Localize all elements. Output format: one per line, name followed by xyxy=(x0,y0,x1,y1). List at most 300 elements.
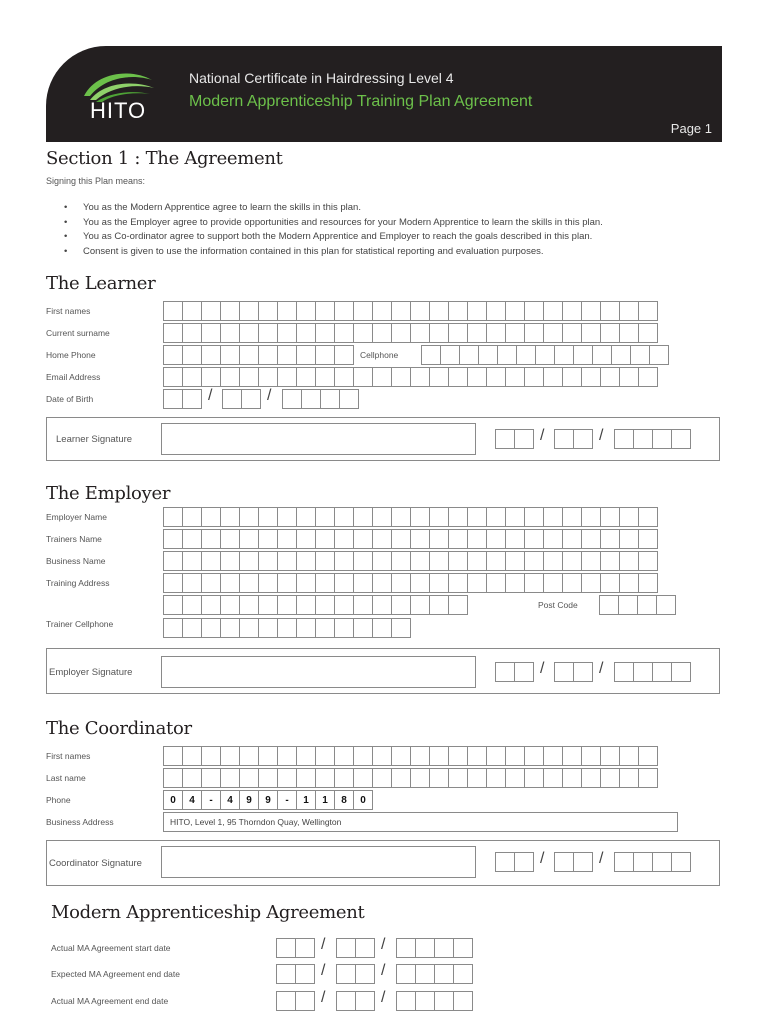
employer-sign-date-year[interactable] xyxy=(614,662,690,682)
char-box xyxy=(182,746,202,766)
char-box xyxy=(334,301,354,321)
ma-start-day[interactable] xyxy=(276,938,314,958)
char-box xyxy=(524,551,544,571)
char-box xyxy=(505,551,525,571)
char-box xyxy=(391,595,411,615)
coordinator-sign-date-year[interactable] xyxy=(614,852,690,872)
char-box xyxy=(434,938,454,958)
ma-expected-end-label: Expected MA Agreement end date xyxy=(51,969,181,979)
char-box xyxy=(276,938,296,958)
learner-signature-label: Learner Signature xyxy=(56,434,133,445)
char-box xyxy=(554,345,574,365)
date-separator: / xyxy=(599,660,604,677)
char-box xyxy=(429,573,449,593)
char-box xyxy=(315,301,335,321)
char-box xyxy=(495,662,515,682)
ma-expected-end-month[interactable] xyxy=(336,964,374,984)
char-box: 4 xyxy=(182,790,202,810)
char-box xyxy=(524,746,544,766)
page-header xyxy=(46,46,722,142)
char-box xyxy=(505,367,525,387)
char-box xyxy=(638,768,658,788)
char-box xyxy=(220,345,240,365)
learner-dob-day[interactable] xyxy=(163,389,201,409)
char-box xyxy=(618,595,638,615)
char-box xyxy=(182,367,202,387)
coordinator-signature-box[interactable] xyxy=(161,846,476,878)
char-box xyxy=(581,507,601,527)
employer-post-code-label: Post Code xyxy=(538,600,578,610)
ma-agreement-title: Modern Apprenticeship Agreement xyxy=(51,902,365,923)
learner-surname-field[interactable] xyxy=(163,323,657,343)
ma-start-year[interactable] xyxy=(396,938,472,958)
char-box xyxy=(239,595,259,615)
char-box xyxy=(296,345,316,365)
char-box xyxy=(334,367,354,387)
char-box xyxy=(562,551,582,571)
char-box xyxy=(391,573,411,593)
char-box xyxy=(163,389,183,409)
char-box xyxy=(372,367,392,387)
char-box xyxy=(182,618,202,638)
char-box xyxy=(334,323,354,343)
char-box xyxy=(258,323,278,343)
char-box xyxy=(429,367,449,387)
char-box xyxy=(429,301,449,321)
char-box xyxy=(429,323,449,343)
char-box xyxy=(296,507,316,527)
employer-signature-label: Employer Signature xyxy=(49,667,133,678)
employer-trainers-label: Trainers Name xyxy=(46,534,102,544)
ma-start-month[interactable] xyxy=(336,938,374,958)
char-box xyxy=(429,551,449,571)
char-box xyxy=(543,746,563,766)
learner-dob-year[interactable] xyxy=(282,389,358,409)
bullet-item: • You as Co-ordinator agree to support both the Modern Apprentice and Employer to reach the goals described in this plan. xyxy=(64,230,603,245)
date-separator: / xyxy=(540,660,545,677)
char-box xyxy=(182,595,202,615)
char-box xyxy=(524,573,544,593)
char-box xyxy=(562,323,582,343)
char-box xyxy=(497,345,517,365)
char-box xyxy=(633,662,653,682)
char-box xyxy=(258,573,278,593)
char-box xyxy=(410,746,430,766)
char-box xyxy=(562,507,582,527)
char-box xyxy=(486,746,506,766)
char-box xyxy=(355,991,375,1011)
ma-expected-end-year[interactable] xyxy=(396,964,472,984)
char-box xyxy=(459,345,479,365)
char-box xyxy=(467,323,487,343)
char-box xyxy=(372,529,392,549)
employer-cellphone-field[interactable] xyxy=(163,618,410,638)
char-box xyxy=(619,768,639,788)
section1-intro: Signing this Plan means: xyxy=(46,176,146,186)
char-box xyxy=(163,573,183,593)
date-separator: / xyxy=(540,427,545,444)
char-box xyxy=(448,323,468,343)
char-box xyxy=(353,367,373,387)
char-box xyxy=(619,323,639,343)
employer-training-address-field[interactable] xyxy=(163,573,657,593)
char-box xyxy=(201,507,221,527)
char-box xyxy=(334,573,354,593)
char-box xyxy=(201,301,221,321)
char-box xyxy=(239,618,259,638)
char-box xyxy=(220,323,240,343)
char-box xyxy=(182,301,202,321)
char-box xyxy=(600,529,620,549)
learner-cellphone-field[interactable] xyxy=(421,345,668,365)
char-box xyxy=(258,301,278,321)
char-box xyxy=(415,964,435,984)
char-box xyxy=(467,746,487,766)
char-box xyxy=(353,507,373,527)
employer-signature-box[interactable] xyxy=(161,656,476,688)
header-plan-title: Modern Apprenticeship Training Plan Agreement xyxy=(189,93,533,110)
char-box xyxy=(241,389,261,409)
char-box xyxy=(372,746,392,766)
char-box xyxy=(600,746,620,766)
char-box xyxy=(201,768,221,788)
char-box xyxy=(562,768,582,788)
char-box xyxy=(315,367,335,387)
char-box xyxy=(296,768,316,788)
char-box xyxy=(163,595,183,615)
char-box xyxy=(467,768,487,788)
char-box xyxy=(554,662,574,682)
char-box xyxy=(638,529,658,549)
char-box xyxy=(355,964,375,984)
char-box xyxy=(239,367,259,387)
char-box xyxy=(372,507,392,527)
char-box xyxy=(599,595,619,615)
char-box xyxy=(353,768,373,788)
char-box xyxy=(630,345,650,365)
employer-post-code-field[interactable] xyxy=(599,595,675,615)
page-number: Page 1 xyxy=(670,121,712,136)
coordinator-business-address-field[interactable]: HITO, Level 1, 95 Thorndon Quay, Wellington xyxy=(163,812,678,832)
learner-dob-month[interactable] xyxy=(222,389,260,409)
char-box xyxy=(391,768,411,788)
char-box xyxy=(201,367,221,387)
char-box xyxy=(258,746,278,766)
char-box xyxy=(295,991,315,1011)
char-box xyxy=(486,573,506,593)
char-box xyxy=(353,529,373,549)
learner-first-names-field[interactable] xyxy=(163,301,657,321)
char-box xyxy=(277,551,297,571)
char-box xyxy=(353,618,373,638)
char-box xyxy=(201,595,221,615)
char-box xyxy=(277,573,297,593)
char-box xyxy=(220,507,240,527)
char-box xyxy=(429,746,449,766)
char-box xyxy=(652,429,672,449)
char-box xyxy=(429,507,449,527)
char-box xyxy=(440,345,460,365)
char-box xyxy=(396,991,416,1011)
char-box xyxy=(336,964,356,984)
employer-sign-date-day[interactable] xyxy=(495,662,533,682)
char-box xyxy=(163,345,183,365)
char-box xyxy=(258,345,278,365)
char-box xyxy=(535,345,555,365)
char-box xyxy=(296,618,316,638)
coordinator-sign-date-month[interactable] xyxy=(554,852,592,872)
char-box xyxy=(486,551,506,571)
char-box xyxy=(671,852,691,872)
char-box xyxy=(239,323,259,343)
date-separator: / xyxy=(599,427,604,444)
char-box xyxy=(334,507,354,527)
char-box xyxy=(334,345,354,365)
char-box xyxy=(353,323,373,343)
char-box xyxy=(671,662,691,682)
char-box xyxy=(486,768,506,788)
ma-actual-end-label: Actual MA Agreement end date xyxy=(51,996,169,1006)
char-box xyxy=(434,964,454,984)
char-box xyxy=(353,301,373,321)
coordinator-sign-date-day[interactable] xyxy=(495,852,533,872)
learner-signature-box[interactable] xyxy=(161,423,476,455)
char-box xyxy=(638,301,658,321)
char-box xyxy=(638,551,658,571)
char-box xyxy=(453,991,473,1011)
char-box xyxy=(372,768,392,788)
bullet-item: • You as the Modern Apprentice agree to learn the skills in this plan. xyxy=(64,201,603,216)
char-box xyxy=(543,529,563,549)
char-box xyxy=(277,768,297,788)
char-box xyxy=(516,345,536,365)
char-box xyxy=(467,551,487,571)
char-box xyxy=(429,529,449,549)
char-box xyxy=(638,507,658,527)
char-box xyxy=(581,301,601,321)
char-box xyxy=(600,323,620,343)
learner-home-phone-field[interactable] xyxy=(163,345,353,365)
char-box xyxy=(391,301,411,321)
employer-training-address-field-2[interactable] xyxy=(163,595,467,615)
learner-title: The Learner xyxy=(46,273,156,294)
coordinator-last-name-field[interactable] xyxy=(163,768,657,788)
char-box xyxy=(543,301,563,321)
char-box xyxy=(258,529,278,549)
char-box xyxy=(581,551,601,571)
char-box xyxy=(282,389,302,409)
char-box xyxy=(182,529,202,549)
learner-home-phone-label: Home Phone xyxy=(46,350,96,360)
char-box xyxy=(467,367,487,387)
char-box xyxy=(315,595,335,615)
employer-sign-date-month[interactable] xyxy=(554,662,592,682)
char-box xyxy=(478,345,498,365)
char-box xyxy=(434,991,454,1011)
char-box xyxy=(619,746,639,766)
char-box xyxy=(562,573,582,593)
char-box xyxy=(467,507,487,527)
date-separator: / xyxy=(381,936,386,953)
char-box xyxy=(581,367,601,387)
char-box xyxy=(619,507,639,527)
char-box xyxy=(258,595,278,615)
employer-name-field[interactable] xyxy=(163,507,657,527)
char-box xyxy=(163,323,183,343)
ma-actual-end-day[interactable] xyxy=(276,991,314,1011)
char-box xyxy=(163,507,183,527)
char-box xyxy=(562,367,582,387)
section1-title: Section 1 : The Agreement xyxy=(46,148,283,169)
char-box xyxy=(220,301,240,321)
coordinator-business-address-label: Business Address xyxy=(46,817,114,827)
employer-trainers-field[interactable] xyxy=(163,529,657,549)
char-box xyxy=(296,595,316,615)
char-box xyxy=(258,551,278,571)
char-box xyxy=(239,529,259,549)
char-box: 9 xyxy=(239,790,259,810)
char-box xyxy=(415,991,435,1011)
char-box xyxy=(467,301,487,321)
char-box xyxy=(524,323,544,343)
char-box xyxy=(296,301,316,321)
char-box xyxy=(448,768,468,788)
char-box xyxy=(372,595,392,615)
char-box xyxy=(486,323,506,343)
char-box xyxy=(562,529,582,549)
char-box xyxy=(296,529,316,549)
char-box xyxy=(524,367,544,387)
date-separator: / xyxy=(267,387,272,404)
char-box xyxy=(543,768,563,788)
char-box xyxy=(573,345,593,365)
employer-cellphone-label: Trainer Cellphone xyxy=(46,619,114,629)
hito-logo-text: HITO xyxy=(90,98,147,123)
char-box xyxy=(182,345,202,365)
char-box xyxy=(486,367,506,387)
char-box xyxy=(592,345,612,365)
char-box xyxy=(467,529,487,549)
char-box xyxy=(277,529,297,549)
char-box xyxy=(182,573,202,593)
char-box xyxy=(239,551,259,571)
char-box xyxy=(296,573,316,593)
char-box xyxy=(396,938,416,958)
learner-sign-date-day[interactable] xyxy=(495,429,533,449)
char-box xyxy=(201,529,221,549)
learner-sign-date-year[interactable] xyxy=(614,429,690,449)
ma-actual-end-month[interactable] xyxy=(336,991,374,1011)
char-box xyxy=(163,367,183,387)
char-box xyxy=(163,529,183,549)
char-box xyxy=(182,768,202,788)
char-box xyxy=(495,852,515,872)
coordinator-phone-field[interactable] xyxy=(163,790,372,810)
char-box xyxy=(543,367,563,387)
char-box xyxy=(239,507,259,527)
char-box xyxy=(182,551,202,571)
char-box xyxy=(600,301,620,321)
char-box: 1 xyxy=(315,790,335,810)
char-box xyxy=(554,429,574,449)
learner-email-label: Email Address xyxy=(46,372,101,382)
coordinator-first-names-field[interactable] xyxy=(163,746,657,766)
char-box xyxy=(652,662,672,682)
char-box xyxy=(201,573,221,593)
char-box xyxy=(581,323,601,343)
char-box xyxy=(410,768,430,788)
char-box xyxy=(372,301,392,321)
char-box xyxy=(182,323,202,343)
char-box xyxy=(619,529,639,549)
date-separator: / xyxy=(321,936,326,953)
char-box xyxy=(410,507,430,527)
date-separator: / xyxy=(381,989,386,1006)
char-box xyxy=(505,768,525,788)
ma-actual-end-year[interactable] xyxy=(396,991,472,1011)
char-box xyxy=(524,768,544,788)
learner-email-field[interactable] xyxy=(163,367,657,387)
char-box xyxy=(614,429,634,449)
char-box xyxy=(334,746,354,766)
char-box xyxy=(315,551,335,571)
char-box xyxy=(315,768,335,788)
char-box xyxy=(239,573,259,593)
char-box xyxy=(315,507,335,527)
char-box xyxy=(649,345,669,365)
char-box xyxy=(619,573,639,593)
char-box xyxy=(562,746,582,766)
char-box xyxy=(296,551,316,571)
char-box: 0 xyxy=(163,790,183,810)
char-box: - xyxy=(201,790,221,810)
char-box xyxy=(671,429,691,449)
date-separator: / xyxy=(381,962,386,979)
char-box xyxy=(410,551,430,571)
char-box xyxy=(448,367,468,387)
ma-expected-end-day[interactable] xyxy=(276,964,314,984)
char-box xyxy=(336,991,356,1011)
employer-name-label: Employer Name xyxy=(46,512,107,522)
char-box xyxy=(638,746,658,766)
char-box xyxy=(391,367,411,387)
char-box xyxy=(372,573,392,593)
char-box xyxy=(467,573,487,593)
coordinator-title: The Coordinator xyxy=(46,718,192,739)
employer-title: The Employer xyxy=(46,483,171,504)
bullet-item: • You as the Employer agree to provide opportunities and resources for your Modern Apprentice to learn the skills in this plan. xyxy=(64,216,603,231)
char-box xyxy=(410,529,430,549)
learner-dob-label: Date of Birth xyxy=(46,394,94,404)
char-box xyxy=(410,301,430,321)
employer-business-field[interactable] xyxy=(163,551,657,571)
char-box xyxy=(543,573,563,593)
char-box xyxy=(239,345,259,365)
header-certificate: National Certificate in Hairdressing Level 4 xyxy=(189,70,454,86)
learner-sign-date-month[interactable] xyxy=(554,429,592,449)
char-box xyxy=(600,573,620,593)
char-box xyxy=(277,618,297,638)
coordinator-signature-label: Coordinator Signature xyxy=(49,858,142,869)
char-box xyxy=(453,964,473,984)
char-box xyxy=(372,323,392,343)
char-box xyxy=(258,367,278,387)
char-box: - xyxy=(277,790,297,810)
char-box xyxy=(656,595,676,615)
char-box xyxy=(315,323,335,343)
char-box xyxy=(220,768,240,788)
char-box xyxy=(391,507,411,527)
